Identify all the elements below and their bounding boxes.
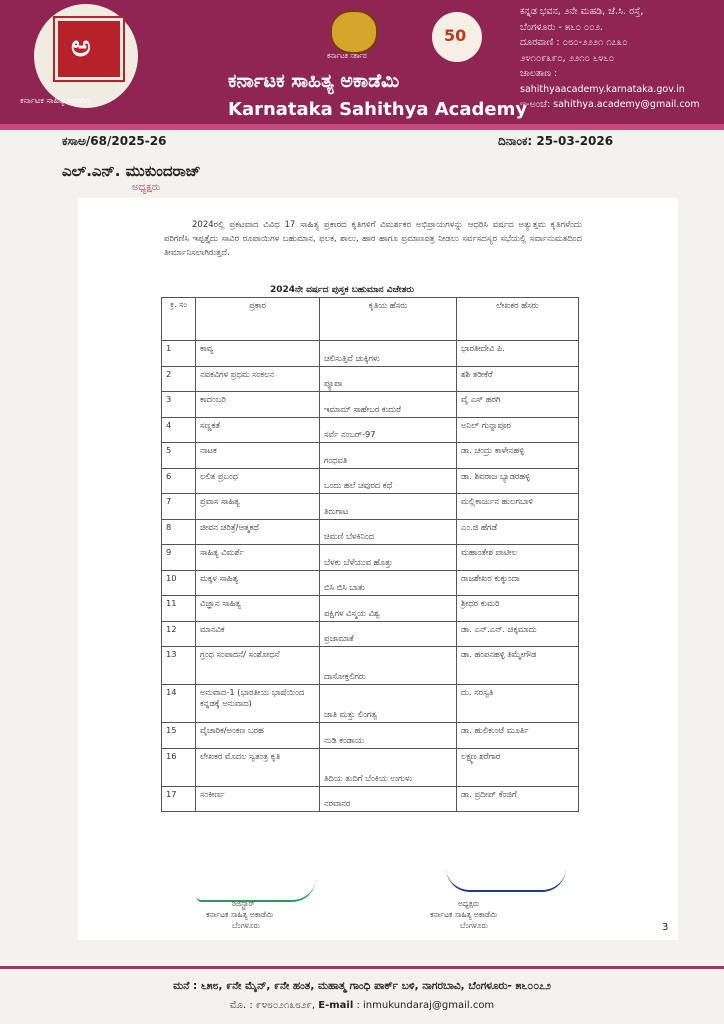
author-cell: ಮಲ್ಲಿಕಾರ್ಜುನ ಹುಲಗಬಾಳಿ	[457, 494, 579, 520]
author-cell: ಡಾ. ಎನ್.ಎನ್. ಚಿಕ್ಕಮಾದು	[457, 621, 579, 647]
work-cell: ಪ್ಯೂಪಾ	[320, 366, 457, 392]
govt-caption: ಕರ್ನಾಟಕ ಸರ್ಕಾರ	[327, 52, 367, 60]
author-cell: ರಾಜಶೇಖರ ಕುಕ್ಕುಂದಾ	[457, 570, 579, 596]
footer-phone: ಮೊ. : ೯೪೮೦೨೧೩೮೨೯,	[229, 1000, 319, 1011]
author-cell: ಡಾ. ಪ್ರದೀಪ್ ಕೆಂಜಿಗೆ	[457, 786, 579, 812]
header-work: ಕೃತಿಯ ಹೆಸರು	[320, 298, 457, 341]
address-line-1: ಕನ್ನಡ ಭವನ, ೨ನೇ ಮಹಡಿ, ಜೆ.ಸಿ. ರಸ್ತೆ,	[520, 6, 644, 17]
category-cell: ನಾಟಕ	[196, 443, 320, 469]
serial-cell: 6	[162, 468, 196, 494]
sender-designation: ಅಧ್ಯಕ್ಷರು	[132, 182, 161, 193]
table-row	[162, 443, 579, 469]
author-cell: ಡಾ. ಹುಲಿಕುಂಟೆ ಮೂರ್ತಿ	[457, 723, 579, 749]
table-row	[162, 723, 579, 749]
category-cell: ಲೇಖಕರ ಮೊದಲ ಸ್ವತಂತ್ರ ಕೃತಿ	[196, 748, 320, 786]
work-cell: ಪಕ್ಷಿಗಳ ವಿಸ್ಮಯ ವಿಶ್ವ	[320, 596, 457, 622]
work-cell: ಜಾತಿ ಮತ್ತು ಲಿಂಗತ್ವ	[320, 685, 457, 723]
footer-email-label: E-mail	[318, 1000, 354, 1011]
president-city: ಬೆಂಗಳೂರು	[460, 921, 489, 930]
registrar-sign-block	[206, 898, 273, 931]
author-cell: ವೈ ಎಸ್ ಹರಗಿ	[457, 392, 579, 418]
category-cell: ವೈಚಾರಿಕ/ಅಂಕಣ ಬರಹ	[196, 723, 320, 749]
serial-cell: 13	[162, 647, 196, 685]
letter-date: ದಿನಾಂಕ: 25-03-2026	[498, 134, 614, 148]
category-cell: ನವಕವಿಗಳ ಪ್ರಥಮ ಸಂಕಲನ	[196, 366, 320, 392]
category-cell: ಸಣ್ಣಕತೆ	[196, 417, 320, 443]
work-cell: ಬೆಳಕು ಬೆಳೆಯುವ ಹೊತ್ತು	[320, 545, 457, 571]
serial-cell: 9	[162, 545, 196, 571]
author-cell: ಲಕ್ಷ್ಮಣ ಶರೆಗಾರ	[457, 748, 579, 786]
president-title: ಅಧ್ಯಕ್ಷರು	[458, 899, 480, 908]
registrar-title: ರಿಜಿಸ್ಟ್ರಾರ್	[232, 899, 255, 908]
logo-caption: ಕರ್ನಾಟಕ ಸಾಹಿತ್ಯ ಅಕಾಡೆಮಿ	[20, 96, 92, 105]
serial-cell: 2	[162, 366, 196, 392]
category-cell: ಸಂಕೀರ್ಣ	[196, 786, 320, 812]
category-cell: ಅನುವಾದ-1 (ಭಾರತೀಯ ಭಾಷೆಯಿಂದ ಕನ್ನಡಕ್ಕೆ ಅನುವಾದ)	[196, 685, 320, 723]
category-cell: ವಿಜ್ಞಾನ ಸಾಹಿತ್ಯ	[196, 596, 320, 622]
table-row	[162, 417, 579, 443]
table-row	[162, 570, 579, 596]
table-header-row	[162, 298, 579, 341]
category-cell: ಲಲಿತ ಪ್ರಬಂಧ	[196, 468, 320, 494]
work-cell: ಗಂಧವತಿ	[320, 443, 457, 469]
contact-block	[520, 4, 724, 113]
sender-name: ಎಲ್.ಎನ್. ಮುಕುಂದರಾಜ್	[62, 162, 201, 180]
work-cell: ದಾಸೋಕ್ತಲಿಗರು	[320, 647, 457, 685]
author-cell: ಮಹಾಂತೇಶ ಪಾಟೀಲ	[457, 545, 579, 571]
table-row	[162, 468, 579, 494]
serial-cell: 15	[162, 723, 196, 749]
table-row	[162, 748, 579, 786]
table-row	[162, 366, 579, 392]
table-title: 2024ನೇ ವರ್ಷದ ಪುಸ್ತಕ ಬಹುಮಾನ ವಿಜೇತರು	[270, 285, 414, 295]
work-cell: ಒಂದು ಹಲೆ ಚವುರದ ಕಥೆ	[320, 468, 457, 494]
author-cell: ಅನಿಲ್ ಗುನ್ನಾಪೂರ	[457, 417, 579, 443]
table-row	[162, 341, 579, 367]
serial-cell: 12	[162, 621, 196, 647]
president-signature	[446, 868, 566, 892]
work-cell: ತಿದಿಯ ತುದಿಗೆ ಬೆಂಕಿಯ ಉಗುಳು	[320, 748, 457, 786]
president-sign-block	[430, 898, 497, 931]
table-row	[162, 685, 579, 723]
serial-cell: 3	[162, 392, 196, 418]
footer-contact	[0, 1000, 724, 1011]
author-cell: ಶ್ರೀಧರ ಕುಮರಿ	[457, 596, 579, 622]
author-cell: ಡಾ. ಚಂದ್ರು ಕಾಳೇನಹಳ್ಳಿ	[457, 443, 579, 469]
address-line-2: ಬೆಂಗಳೂರು - ೫೬೦ ೦೦೨.	[520, 21, 603, 33]
category-cell: ಮಕ್ಕಳ ಸಾಹಿತ್ಯ	[196, 570, 320, 596]
anniversary-glyph: 50	[444, 26, 467, 45]
phone-line-1: ದೂರವಾಣಿ : ೦೮೦-೨೨೨೧ ೧೭೩೦	[520, 37, 628, 48]
header-serial: ಕ್ರ. ಸಂ	[162, 298, 196, 341]
email-line: ಇ-ಅಂಚೆ: sahithya.academy@gmail.com	[520, 99, 700, 110]
category-cell: ಮಾನವಿಕ	[196, 621, 320, 647]
work-cell: ಪ್ರಜಾಮಾತೆ	[320, 621, 457, 647]
president-org: ಕರ್ನಾಟಕ ಸಾಹಿತ್ಯ ಅಕಾಡೆಮಿ	[430, 910, 498, 919]
table-row	[162, 786, 579, 812]
category-cell: ಸಾಹಿತ್ಯ ವಿಮರ್ಶೆ	[196, 545, 320, 571]
table-row	[162, 596, 579, 622]
category-cell: ಜೀವನ ಚರಿತ್ರೆ/ಆತ್ಮಕಥೆ	[196, 519, 320, 545]
work-cell: ನುಡಿ ಕಂಡಾಯ	[320, 723, 457, 749]
winners-table	[161, 297, 579, 812]
serial-cell: 14	[162, 685, 196, 723]
academy-name-english: Karnataka Sahithya Academy	[228, 99, 528, 120]
serial-cell: 16	[162, 748, 196, 786]
book-logo-icon	[55, 18, 123, 80]
table-row	[162, 621, 579, 647]
work-cell: ಚಿಮಣಿ ಬೆಳಕಿನಿಂದ	[320, 519, 457, 545]
footer-email: : inmukundaraj@gmail.com	[356, 1000, 495, 1011]
announcement-paragraph: 2024ರಲ್ಲಿ ಪ್ರಕಟವಾದ ವಿವಿಧ 17 ಸಾಹಿತ್ಯ ಪ್ರಕಾರದ ಕೃತಿಗಳಿಗೆ ವಿಮರ್ಶಕರ ಅಭಿಪ್ರಾಯಗಳನ್ನು ಆಧರಿಸಿ ವರ್ಷದ ಅತ್ಯುತ್ತಮ ಕೃತಿಗಳೆಂದು ಪರಿಗಣಿಸಿ ಇಪ್ಪತ್ತೈದು ಸಾವಿರ ರೂಪಾಯಿಗಳ ಬಹುಮಾನ, ಫಲಕ, ಶಾಲು, ಹಾರ ಹಾಗೂ ಪ್ರಮಾಣಪತ್ರ ನೀಡಲು ಸರ್ವಸದಸ್ಯರ ಸಭೆಯಲ್ಲಿ ಸರ್ವಾನುಮತದಿಂದ ತೀರ್ಮಾನಿಸಲಾಗಿರುತ್ತದೆ.	[164, 220, 582, 258]
serial-cell: 8	[162, 519, 196, 545]
table-row	[162, 392, 579, 418]
header-author: ಲೇಖಕರ ಹೆಸರು	[457, 298, 579, 341]
serial-cell: 10	[162, 570, 196, 596]
author-cell: ಭಾರತೀದೇವಿ ಪಿ.	[457, 341, 579, 367]
academy-name-kannada: ಕರ್ನಾಟಕ ಸಾಹಿತ್ಯ ಅಕಾಡೆಮಿ	[228, 70, 400, 92]
registrar-city: ಬೆಂಗಳೂರು	[232, 921, 261, 930]
anniversary-logo-icon	[432, 12, 482, 62]
category-cell: ಕಾವ್ಯ	[196, 341, 320, 367]
work-cell: ತಿರುಗಾಟ	[320, 494, 457, 520]
work-cell: ಸರ್ವೆ ನಂಬರ್-97	[320, 417, 457, 443]
category-cell: ಪ್ರವಾಸ ಸಾಹಿತ್ಯ	[196, 494, 320, 520]
header-stripe	[0, 124, 724, 130]
serial-cell: 7	[162, 494, 196, 520]
author-cell: ಎಂ.ಜಿ ಹೆಗಡೆ	[457, 519, 579, 545]
category-cell: ಕಾದಂಬರಿ	[196, 392, 320, 418]
table-row	[162, 519, 579, 545]
work-cell: ನರವಾನರ	[320, 786, 457, 812]
table-row	[162, 494, 579, 520]
footer-rule	[0, 966, 724, 969]
table-row	[162, 545, 579, 571]
page-number: 3	[662, 922, 669, 933]
author-cell: ಶಶಿ ತರೀಕೆರೆ	[457, 366, 579, 392]
footer-address: ಮನೆ : ೬೫೮, ೯ನೇ ಮೈನ್, ೯ನೇ ಹಂತ, ಮಹಾತ್ಮ ಗಾಂಧಿ ಪಾರ್ಕ್ ಬಳಿ, ನಾಗರಬಾವಿ, ಬೆಂಗಳೂರು- ೫೬೦೦೭೨	[173, 980, 551, 992]
author-cell: ಡಾ. ಹಂಪನಹಳ್ಳಿ ತಿಮ್ಮೇಗೌಡ	[457, 647, 579, 685]
phone-line-2: ೨೪೧೦೯೩೯೦, ೨೨೧೦ ೬೪೬೦	[520, 52, 615, 64]
header-category: ಪ್ರಕಾರ	[196, 298, 320, 341]
letterhead	[0, 0, 724, 124]
category-cell: ಗ್ರಂಥ ಸಂಪಾದನೆ/ ಸಂಶೋಧನೆ	[196, 647, 320, 685]
reference-number: ಕಸಾಅ/68/2025-26	[62, 134, 167, 148]
work-cell: ಇಮಾಮ್ ಸಾಹೇಬರ ಕುದುರೆ	[320, 392, 457, 418]
work-cell: ಚಲಿಸುತ್ತಿವೆ ಚುಕ್ಕಿಗಳು	[320, 341, 457, 367]
website-line: ಜಾಲತಾಣ : sahithyaacademy.karnataka.gov.in	[520, 68, 685, 95]
serial-cell: 17	[162, 786, 196, 812]
logo-glyph: ಅ	[71, 29, 91, 64]
registrar-org: ಕರ್ನಾಟಕ ಸಾಹಿತ್ಯ ಅಕಾಡೆಮಿ	[206, 910, 274, 919]
serial-cell: 5	[162, 443, 196, 469]
table-row	[162, 647, 579, 685]
author-cell: ದು. ಸರಸ್ವತಿ	[457, 685, 579, 723]
work-cell: ಬಿಸಿ ಬಿಸಿ ಬಾತು	[320, 570, 457, 596]
serial-cell: 1	[162, 341, 196, 367]
state-emblem-icon	[330, 10, 378, 54]
serial-cell: 11	[162, 596, 196, 622]
serial-cell: 4	[162, 417, 196, 443]
author-cell: ಡಾ. ಶಿವರಾಜ ಬ್ಯಾಡರಹಳ್ಳಿ	[457, 468, 579, 494]
